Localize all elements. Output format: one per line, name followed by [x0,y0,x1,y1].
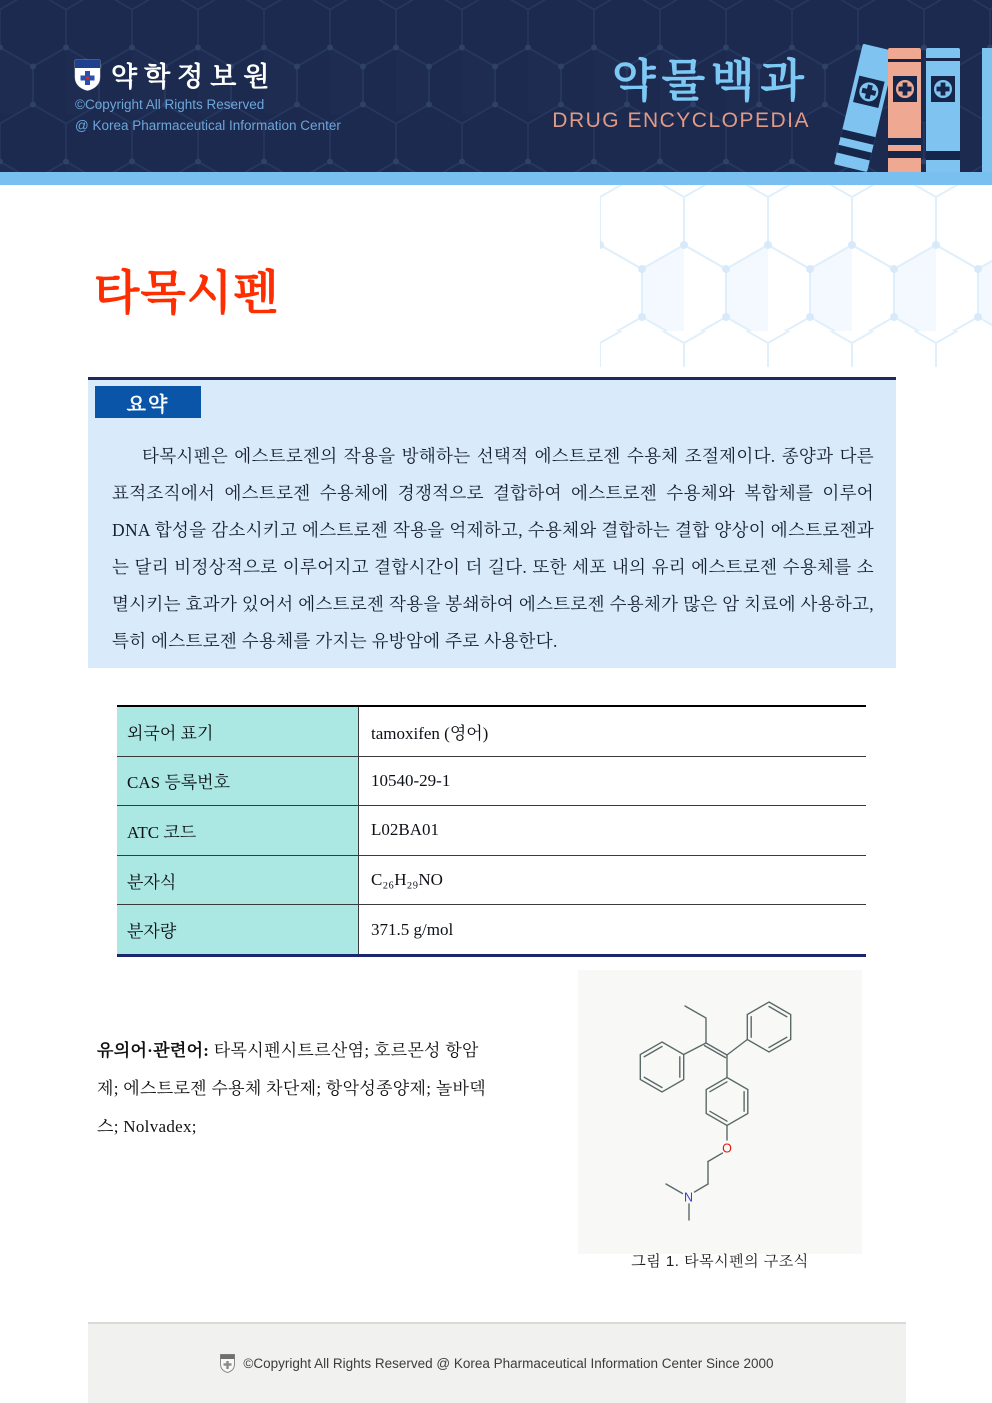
summary-text: 타목시펜은 에스트로젠의 작용을 방해하는 선택적 에스트로젠 수용체 조절제이다. 종양과 다른 표적조직에서 에스트로젠 수용체에 경쟁적으로 결합하여 에스트로젠 수용체와 복합체를 이루어 DNA 합성을 감소시키고 에스트로젠 작용을 억제하고, 수용체와 결합하는 결합 양상이 에스트로젠과는 달리 비정상적으로 이루어지고 결합시간이 더 길다. 또한 세포 내의 유리 에스트로젠 수용체를 소멸시키는 효과가 있어서 에스트로젠 작용을 봉쇄하여 에스트로젠 수용체가 많은 암 치료에 사용하고, 특히 에스트로젠 수용체를 가지는 유방암에 주로 사용한다. [112,446,874,651]
table-row [117,706,866,756]
drug-info-table [117,705,866,957]
header-copyright-line2: @ Korea Pharmaceutical Information Center [75,118,341,133]
page-footer [88,1322,906,1403]
book-salmon [888,48,921,172]
related-terms [97,1032,497,1146]
nitrogen-atom-label: N [683,1190,694,1205]
kpic-shield-icon [74,59,101,91]
footer-copyright-text: ©Copyright All Rights Reserved @ Korea Pharmaceutical Information Center Since 2000 [243,1356,774,1371]
table-row [117,756,866,806]
logo-text: 약학정보원 [111,62,277,92]
related-terms-label: 유의어·관련어: [97,1041,210,1060]
structure-figure [578,970,862,1254]
header-copyright-line1: ©Copyright All Rights Reserved [75,97,265,112]
footer-shield-icon [220,1354,235,1373]
related-terms-text: 타목시펜시트르산염; 호르몬성 항암제; 에스트로젠 수용체 차단제; 항악성종양제; 놀바덱스; Nolvadex; [97,1041,486,1136]
book-partial [982,48,992,172]
table-row [117,905,866,956]
figure-caption: 그림 1. 타목시펜의 구조식 [631,1253,809,1270]
row-label: ATC 코드 [117,806,359,856]
tamoxifen-structure [578,970,862,1254]
book-blue-tilted [834,44,896,172]
header-copyright [75,94,341,136]
page-header [0,0,992,172]
table-row [117,855,866,905]
page-title: 타목시펜 [94,266,280,319]
row-label: 분자량 [117,905,359,956]
kpic-logo [74,55,276,94]
brand-block [552,56,810,133]
row-label: 외국어 표기 [117,706,359,756]
books-illustration [830,6,992,172]
table-row [117,806,866,856]
brand-title-en: DRUG ENCYCLOPEDIA [552,109,810,132]
row-label: CAS 등록번호 [117,756,359,806]
row-value: 10540-29-1 [359,756,867,806]
header-shelf-strip [0,172,992,185]
row-value: 371.5 g/mol [359,905,867,956]
hexagon-watermark [600,185,992,367]
oxygen-atom-label: O [722,1141,732,1156]
row-label: 분자식 [117,855,359,905]
row-value: C₂₆H₂₉NO [359,855,867,905]
row-value: L02BA01 [359,806,867,856]
row-value: tamoxifen (영어) [371,723,489,743]
summary-badge: 요약 [95,386,201,418]
brand-title-ko: 약물백과 [612,55,810,106]
book-blue-right [926,48,960,172]
